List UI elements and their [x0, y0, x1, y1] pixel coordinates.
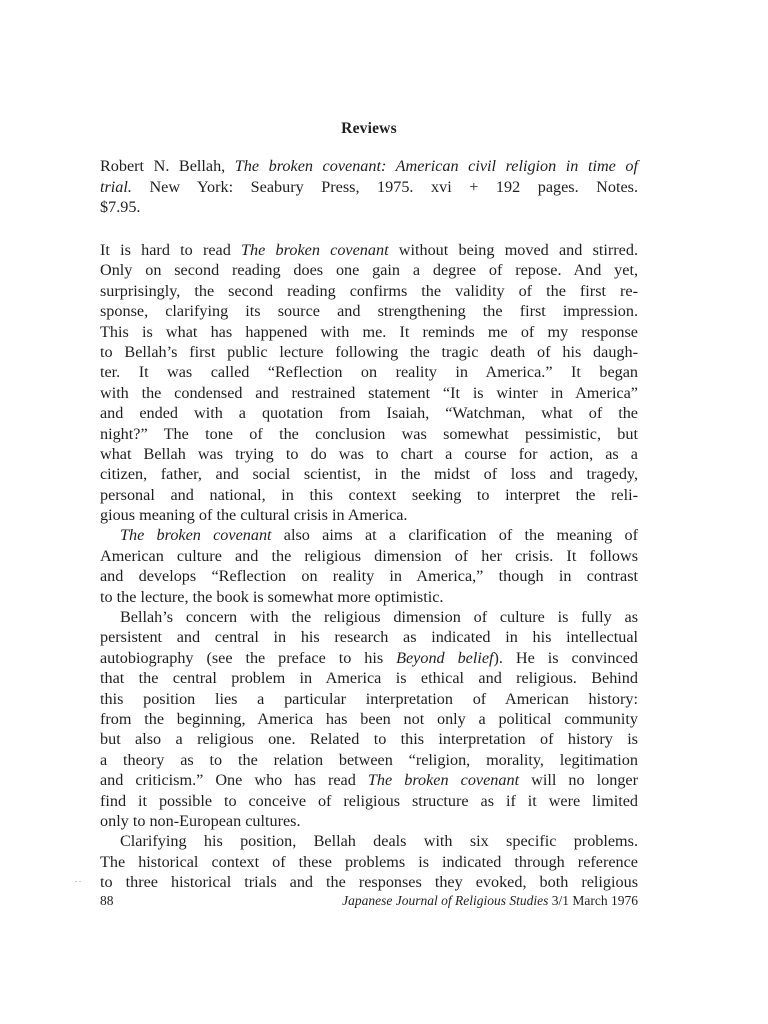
text-run: American culture and the religious dimension of her crisis. It follows	[100, 546, 638, 565]
citation-title: The broken covenant: American civil religion in time of	[234, 157, 638, 175]
text-run: citizen, father, and social scientist, in the midst of loss and tragedy,	[100, 465, 638, 484]
text-run: gious meaning of the cultural crisis in America.	[100, 506, 408, 525]
text-line	[100, 831, 638, 851]
text-run: Only on second reading does one gain a degree of repose. And yet,	[100, 261, 638, 280]
paragraph	[100, 240, 638, 525]
section-heading: Reviews	[341, 120, 397, 137]
text-line	[100, 260, 638, 280]
text-run: find it possible to conceive of religious structure as if it were limited	[100, 791, 638, 810]
review-body	[100, 240, 638, 893]
text-line	[100, 322, 638, 342]
text-run: also aims at a clarification of the meaning of	[271, 526, 638, 545]
italic-title: The broken covenant	[367, 771, 520, 790]
text-run: to three historical trials and the responses they evoked, both religious	[100, 873, 638, 892]
text-run: This is what has happened with me. It reminds me of my response	[100, 322, 638, 341]
book-citation	[100, 156, 638, 218]
text-line	[100, 607, 638, 627]
text-run: personal and national, in this context seeking to interpret the reli-	[100, 485, 638, 504]
journal-issue: 3/1 March 1976	[548, 893, 638, 908]
journal-page	[100, 0, 638, 1024]
text-run: persistent and central in his research as indicated in his intellectual	[100, 628, 638, 647]
text-run: only to non-European cultures.	[100, 811, 301, 830]
journal-reference	[342, 893, 638, 909]
text-line	[100, 525, 638, 545]
text-run: what Bellah was trying to do was to chart a course for action, as a	[100, 444, 638, 463]
text-run: night?” The tone of the conclusion was somewhat pessimistic, but	[100, 424, 638, 443]
text-run: from the beginning, America has been not only a political community	[100, 709, 638, 728]
text-line	[100, 566, 638, 586]
text-line	[100, 444, 638, 464]
text-line	[100, 872, 638, 892]
text-run: that the central problem in America is ethical and religious. Behind	[100, 669, 638, 688]
text-run: ter. It was called “Reflection on reality in America.” It began	[100, 363, 638, 382]
text-run: a theory as to the relation between “religion, morality, legitimation	[100, 750, 638, 769]
citation-author: Robert N. Bellah,	[100, 157, 235, 175]
text-line	[100, 281, 638, 301]
text-line	[100, 627, 638, 647]
text-line	[100, 485, 638, 505]
text-run: will no longer	[519, 771, 638, 790]
text-line	[100, 424, 638, 444]
text-run: and ended with a quotation from Isaiah, “Watchman, what of the	[100, 404, 638, 423]
text-run: to the lecture, the book is somewhat more optimistic.	[100, 587, 444, 606]
text-run: without being moved and stirred.	[388, 241, 638, 259]
text-run: with the condensed and restrained statement “It is winter in America”	[100, 383, 638, 402]
text-run: Clarifying his position, Bellah deals with six specific problems.	[120, 832, 638, 851]
text-line	[100, 342, 638, 362]
page-number: 88	[100, 893, 114, 908]
text-line	[100, 587, 638, 607]
text-run: this position lies a particular interpretation of American history:	[100, 689, 638, 708]
text-line	[100, 383, 638, 403]
text-run: surprisingly, the second reading confirms the validity of the first re-	[100, 281, 638, 300]
text-line	[100, 852, 638, 872]
text-line	[100, 811, 638, 831]
margin-mark: . .	[75, 875, 81, 884]
text-run: but also a religious one. Related to this interpretation of history is	[100, 730, 638, 749]
text-run: autobiography (see the preface to his	[100, 648, 397, 667]
text-line	[100, 403, 638, 423]
text-run: The historical context of these problems is indicated through reference	[100, 852, 638, 871]
italic-title: The broken covenant	[120, 526, 272, 545]
citation-price: $7.95.	[100, 198, 141, 216]
citation-line	[100, 177, 638, 198]
text-line	[100, 240, 638, 260]
text-line	[100, 546, 638, 566]
text-line	[100, 729, 638, 749]
text-line	[100, 689, 638, 709]
italic-title: The broken covenant	[241, 241, 389, 259]
text-run: It is hard to read	[100, 241, 242, 259]
paragraph	[100, 607, 638, 831]
text-run: sponse, clarifying its source and strengthening the first impression.	[100, 302, 638, 321]
text-run: Bellah’s concern with the religious dimension of culture is fully as	[120, 608, 638, 627]
paragraph	[100, 525, 638, 607]
citation-title-cont: trial.	[100, 177, 132, 196]
text-line	[100, 464, 638, 484]
citation-line	[100, 156, 638, 177]
text-run: and criticism.” One who has read	[100, 771, 368, 790]
journal-title: Japanese Journal of Religious Studies	[342, 893, 549, 908]
text-line	[100, 791, 638, 811]
text-run: ). He is convinced	[493, 648, 638, 667]
paragraph	[100, 831, 638, 892]
text-line	[100, 770, 638, 790]
citation-publisher: New York: Seabury Press, 1975. xvi + 192 pages. Notes.	[131, 177, 638, 196]
text-line	[100, 750, 638, 770]
text-line	[100, 301, 638, 321]
italic-title: Beyond belief	[396, 648, 494, 667]
text-line	[100, 668, 638, 688]
text-run: and develops “Reflection on reality in America,” though in contrast	[100, 567, 638, 586]
text-line	[100, 362, 638, 382]
text-line	[100, 505, 638, 525]
text-line	[100, 648, 638, 668]
text-line	[100, 709, 638, 729]
text-run: to Bellah’s first public lecture following the tragic death of his daugh-	[100, 342, 638, 361]
